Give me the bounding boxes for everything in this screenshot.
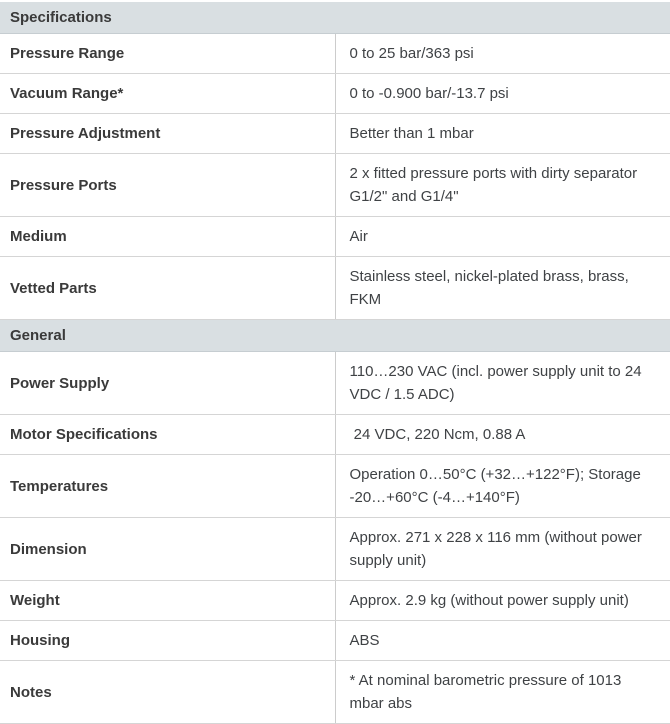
specifications-page: [0, 2, 670, 724]
table-row: [0, 114, 670, 154]
table-row: [0, 581, 670, 621]
spec-value: Better than 1 mbar: [335, 114, 670, 154]
table-row: [0, 621, 670, 661]
table-row: [0, 217, 670, 257]
spec-value: Operation 0…50°C (+32…+122°F); Storage -20…+60°C (-4…+140°F): [335, 455, 670, 518]
section-header-specifications: Specifications: [0, 2, 670, 34]
table-row: [0, 154, 670, 217]
table-row: [0, 415, 670, 455]
spec-value: ABS: [335, 621, 670, 661]
section-header-general: General: [0, 320, 670, 352]
spec-label: Medium: [0, 217, 335, 257]
spec-label: Temperatures: [0, 455, 335, 518]
table-row: [0, 352, 670, 415]
spec-value: 0 to -0.900 bar/-13.7 psi: [335, 74, 670, 114]
spec-label: Vetted Parts: [0, 257, 335, 320]
spec-value: Approx. 271 x 228 x 116 mm (without power supply unit): [335, 518, 670, 581]
table-row: [0, 257, 670, 320]
spec-label: Pressure Range: [0, 34, 335, 74]
spec-value: Stainless steel, nickel-plated brass, brass, FKM: [335, 257, 670, 320]
table-row: [0, 455, 670, 518]
specifications-table: [0, 2, 670, 724]
spec-value: 0 to 25 bar/363 psi: [335, 34, 670, 74]
spec-label: Pressure Ports: [0, 154, 335, 217]
spec-label: Housing: [0, 621, 335, 661]
spec-label: Motor Specifications: [0, 415, 335, 455]
spec-value: 2 x fitted pressure ports with dirty separator G1/2" and G1/4": [335, 154, 670, 217]
spec-value: 110…230 VAC (incl. power supply unit to 24 VDC / 1.5 ADC): [335, 352, 670, 415]
section-header-row: [0, 320, 670, 352]
spec-label: Notes: [0, 661, 335, 724]
spec-label: Weight: [0, 581, 335, 621]
spec-label: Dimension: [0, 518, 335, 581]
spec-label: Vacuum Range*: [0, 74, 335, 114]
table-row: [0, 74, 670, 114]
spec-label: Power Supply: [0, 352, 335, 415]
spec-value: Approx. 2.9 kg (without power supply unit): [335, 581, 670, 621]
spec-label: Pressure Adjustment: [0, 114, 335, 154]
table-row: [0, 34, 670, 74]
table-row: [0, 518, 670, 581]
spec-value: Air: [335, 217, 670, 257]
section-header-row: [0, 2, 670, 34]
spec-table-body: [0, 2, 670, 724]
spec-value: 24 VDC, 220 Ncm, 0.88 A: [335, 415, 670, 455]
spec-value: * At nominal barometric pressure of 1013 mbar abs: [335, 661, 670, 724]
table-row: [0, 661, 670, 724]
